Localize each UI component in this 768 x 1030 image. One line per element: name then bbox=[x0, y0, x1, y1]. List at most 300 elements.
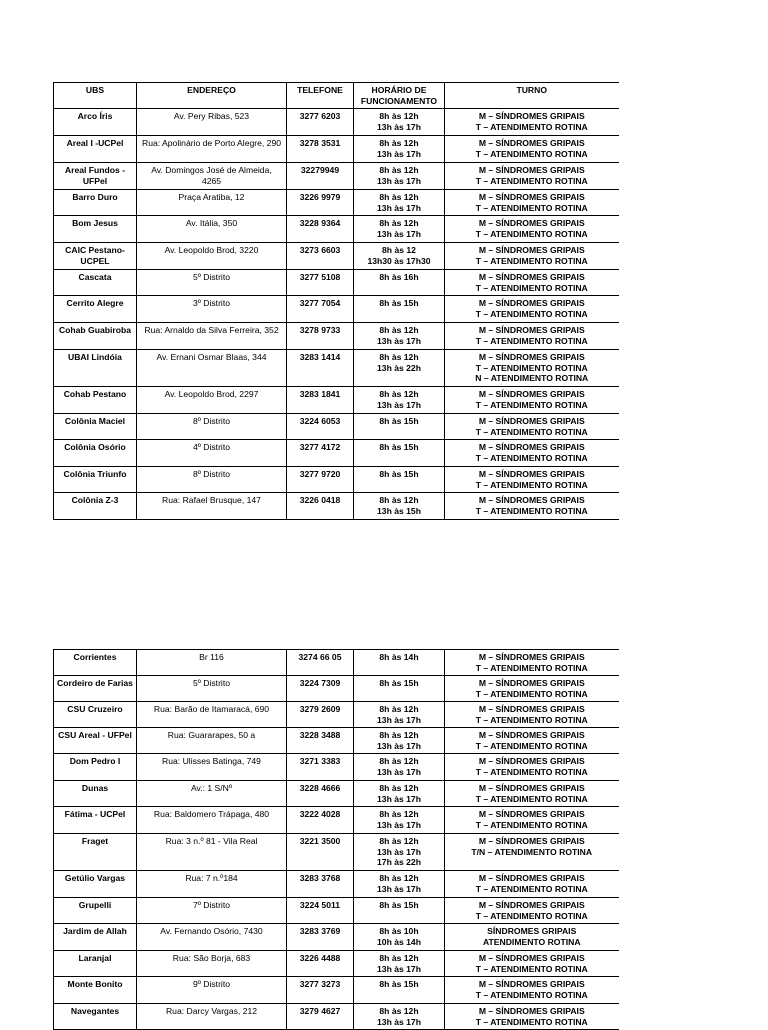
cell-horario-line: 13h às 17h bbox=[377, 819, 421, 830]
cell-turno-line: T – ATENDIMENTO ROTINA bbox=[475, 362, 588, 373]
cell-endereco bbox=[137, 493, 287, 520]
table-row bbox=[54, 754, 619, 781]
cell-turno bbox=[445, 650, 619, 676]
cell-horario bbox=[354, 323, 445, 350]
cell-horario-line: 8h às 12h bbox=[379, 836, 419, 846]
cell-ubs bbox=[54, 702, 137, 728]
cell-ubs bbox=[54, 467, 137, 493]
cell-ubs bbox=[54, 898, 137, 924]
table-row bbox=[54, 190, 619, 216]
cell-endereco bbox=[137, 190, 287, 216]
cell-turno-line: M – SÍNDROMES GRIPAIS bbox=[478, 192, 585, 202]
cell-turno bbox=[445, 702, 619, 728]
cell-endereco bbox=[137, 163, 287, 190]
cell-turno bbox=[445, 414, 619, 440]
cell-endereco bbox=[137, 781, 287, 807]
cell-endereco bbox=[137, 323, 287, 350]
table-row bbox=[54, 676, 619, 702]
cell-turno-line: M – SÍNDROMES GRIPAIS bbox=[478, 809, 585, 819]
cell-turno-line: M – SÍNDROMES GRIPAIS bbox=[478, 678, 585, 688]
cell-ubs-line: UBAI Lindóia bbox=[68, 352, 122, 362]
cell-ubs bbox=[54, 163, 137, 190]
table-row bbox=[54, 871, 619, 898]
cell-ubs bbox=[54, 807, 137, 834]
cell-endereco-line: Av. Itália, 350 bbox=[185, 218, 238, 228]
cell-horario-line: 8h às 15h bbox=[379, 979, 419, 989]
cell-endereco-line: Av. Pery Ribas, 523 bbox=[173, 111, 250, 121]
cell-ubs bbox=[54, 243, 137, 270]
cell-turno bbox=[445, 387, 619, 414]
cell-telefone: 3222 4028 bbox=[287, 807, 354, 834]
cell-turno-line: T – ATENDIMENTO ROTINA bbox=[475, 688, 588, 699]
cell-horario bbox=[354, 702, 445, 728]
cell-horario-line: 8h às 12h bbox=[379, 389, 419, 399]
cell-telefone: 3226 0418 bbox=[287, 493, 354, 520]
cell-horario-line: 8h às 12h bbox=[379, 1006, 419, 1016]
table-row bbox=[54, 924, 619, 951]
cell-telefone: 3283 3769 bbox=[287, 924, 354, 951]
cell-telefone: 3228 3488 bbox=[287, 728, 354, 754]
cell-ubs-line: Dunas bbox=[81, 783, 109, 793]
cell-horario-line: 13h às 15h bbox=[377, 505, 421, 516]
cell-endereco-line: Rua: Apolinário de Porto Alegre, 290 bbox=[141, 138, 282, 148]
ubs-table-1 bbox=[53, 82, 619, 520]
cell-endereco-line: 7º Distrito bbox=[192, 900, 231, 910]
cell-endereco bbox=[137, 243, 287, 270]
cell-ubs-line: Jardim de Allah bbox=[63, 926, 127, 936]
cell-turno-line: T – ATENDIMENTO ROTINA bbox=[475, 740, 588, 751]
table-row bbox=[54, 243, 619, 270]
cell-endereco-line: Rua: Barão de Itamaracá, 690 bbox=[153, 704, 270, 714]
cell-endereco bbox=[137, 676, 287, 702]
cell-horario-line: 13h30 às 17h30 bbox=[367, 255, 431, 266]
cell-turno-line: T – ATENDIMENTO ROTINA bbox=[475, 910, 588, 921]
cell-endereco-line: Av.: 1 S/Nº bbox=[190, 783, 233, 793]
cell-ubs bbox=[54, 781, 137, 807]
cell-endereco-line: Rua: Ulisses Batinga, 749 bbox=[162, 756, 261, 766]
cell-telefone: 3278 9733 bbox=[287, 323, 354, 350]
cell-horario bbox=[354, 109, 445, 136]
cell-endereco-line: 5º Distrito bbox=[192, 678, 231, 688]
cell-turno-line: M – SÍNDROMES GRIPAIS bbox=[478, 165, 585, 175]
cell-ubs-line: CSU Areal - UFPel bbox=[58, 730, 132, 740]
cell-ubs-line: UFPel bbox=[82, 175, 108, 186]
cell-turno bbox=[445, 109, 619, 136]
cell-turno-line: T – ATENDIMENTO ROTINA bbox=[475, 662, 588, 673]
cell-endereco-line: 9º Distrito bbox=[192, 979, 231, 989]
cell-telefone: 3273 6603 bbox=[287, 243, 354, 270]
cell-turno bbox=[445, 467, 619, 493]
cell-endereco-line: Br 116 bbox=[199, 652, 224, 662]
cell-endereco-line: 8º Distrito bbox=[192, 469, 231, 479]
cell-endereco-line: Av. Ernani Osmar Blaas, 344 bbox=[156, 352, 267, 362]
cell-telefone: 3226 4488 bbox=[287, 951, 354, 977]
cell-ubs bbox=[54, 109, 137, 136]
cell-telefone: 3224 7309 bbox=[287, 676, 354, 702]
cell-turno-line: T – ATENDIMENTO ROTINA bbox=[475, 766, 588, 777]
cell-horario-line: 13h às 17h bbox=[377, 121, 421, 132]
cell-turno-line: ATENDIMENTO ROTINA bbox=[482, 936, 581, 947]
cell-turno bbox=[445, 216, 619, 243]
cell-ubs-line: Cohab Pestano bbox=[63, 389, 127, 399]
cell-horario-line: 8h às 10h bbox=[379, 926, 419, 936]
cell-telefone: 3228 4666 bbox=[287, 781, 354, 807]
cell-endereco-line: Rua: São Borja, 683 bbox=[172, 953, 251, 963]
table-row bbox=[54, 387, 619, 414]
cell-ubs-line: Laranjal bbox=[78, 953, 112, 963]
table-row bbox=[54, 270, 619, 296]
cell-horario-line: 8h às 12h bbox=[379, 495, 419, 505]
cell-ubs-line: Colônia Triunfo bbox=[63, 469, 127, 479]
cell-turno bbox=[445, 781, 619, 807]
cell-horario-line: 8h às 12 bbox=[382, 245, 416, 255]
cell-telefone: 3226 9979 bbox=[287, 190, 354, 216]
cell-ubs-line: Colônia Osório bbox=[64, 442, 126, 452]
cell-turno bbox=[445, 807, 619, 834]
cell-turno-line: M – SÍNDROMES GRIPAIS bbox=[478, 442, 585, 452]
cell-horario-line: 8h às 12h bbox=[379, 111, 419, 121]
cell-turno-line: T – ATENDIMENTO ROTINA bbox=[475, 202, 588, 213]
cell-turno-line: T – ATENDIMENTO ROTINA bbox=[475, 1016, 588, 1027]
cell-ubs-line: Areal Fundos - bbox=[64, 165, 126, 175]
cell-ubs bbox=[54, 296, 137, 323]
cell-turno-line: M – SÍNDROMES GRIPAIS bbox=[478, 900, 585, 910]
cell-turno-line: T – ATENDIMENTO ROTINA bbox=[475, 335, 588, 346]
cell-horario-line: 8h às 15h bbox=[379, 900, 419, 910]
table-row bbox=[54, 323, 619, 350]
cell-turno bbox=[445, 136, 619, 163]
cell-ubs-line: Areal I -UCPel bbox=[66, 138, 124, 148]
table-row bbox=[54, 834, 619, 871]
cell-turno-line: M – SÍNDROMES GRIPAIS bbox=[478, 218, 585, 228]
cell-turno-line: M – SÍNDROMES GRIPAIS bbox=[478, 495, 585, 505]
cell-turno-line: M – SÍNDROMES GRIPAIS bbox=[478, 783, 585, 793]
cell-endereco bbox=[137, 924, 287, 951]
cell-ubs-line: Colônia Maciel bbox=[64, 416, 126, 426]
cell-endereco-line: Av. Leopoldo Brod, 2297 bbox=[164, 389, 259, 399]
cell-horario bbox=[354, 216, 445, 243]
cell-ubs bbox=[54, 650, 137, 676]
cell-ubs-line: Fraget bbox=[81, 836, 109, 846]
cell-telefone: 3283 1414 bbox=[287, 350, 354, 387]
cell-turno-line: T – ATENDIMENTO ROTINA bbox=[475, 479, 588, 490]
cell-endereco bbox=[137, 728, 287, 754]
cell-ubs bbox=[54, 323, 137, 350]
cell-turno-line: M – SÍNDROMES GRIPAIS bbox=[478, 245, 585, 255]
cell-ubs bbox=[54, 834, 137, 871]
cell-turno-line: T – ATENDIMENTO ROTINA bbox=[475, 883, 588, 894]
cell-endereco bbox=[137, 109, 287, 136]
table-row bbox=[54, 781, 619, 807]
cell-turno bbox=[445, 243, 619, 270]
cell-ubs-line: Monte Bonito bbox=[67, 979, 123, 989]
cell-ubs bbox=[54, 676, 137, 702]
table-row bbox=[54, 702, 619, 728]
cell-horario-line: 13h às 17h bbox=[377, 883, 421, 894]
cell-horario bbox=[354, 440, 445, 467]
cell-horario bbox=[354, 270, 445, 296]
cell-turno bbox=[445, 871, 619, 898]
cell-horario-line: 8h às 15h bbox=[379, 416, 419, 426]
cell-ubs-line: Corrientes bbox=[73, 652, 117, 662]
cell-ubs-line: Arco Íris bbox=[77, 111, 113, 121]
cell-telefone: 3277 6203 bbox=[287, 109, 354, 136]
cell-telefone: 32279949 bbox=[287, 163, 354, 190]
cell-horario-line: 13h às 17h bbox=[377, 202, 421, 213]
cell-ubs bbox=[54, 871, 137, 898]
cell-turno bbox=[445, 440, 619, 467]
cell-turno-line: T/N – ATENDIMENTO ROTINA bbox=[471, 846, 593, 857]
cell-endereco-line: Rua: Arnaldo da Silva Ferreira, 352 bbox=[144, 325, 279, 335]
cell-horario-line: 10h às 14h bbox=[377, 936, 421, 947]
cell-telefone: 3271 3383 bbox=[287, 754, 354, 781]
cell-endereco bbox=[137, 650, 287, 676]
cell-horario-line: 8h às 15h bbox=[379, 678, 419, 688]
cell-horario-line: 17h às 22h bbox=[377, 857, 421, 867]
cell-turno bbox=[445, 163, 619, 190]
cell-horario bbox=[354, 871, 445, 898]
cell-ubs bbox=[54, 1004, 137, 1030]
cell-ubs bbox=[54, 440, 137, 467]
cell-endereco bbox=[137, 350, 287, 387]
cell-endereco bbox=[137, 467, 287, 493]
cell-horario bbox=[354, 951, 445, 977]
cell-endereco-line: Praça Aratiba, 12 bbox=[178, 192, 245, 202]
cell-horario bbox=[354, 136, 445, 163]
cell-endereco-line: Av. Leopoldo Brod, 3220 bbox=[164, 245, 259, 255]
cell-ubs-line: Bom Jesus bbox=[72, 218, 118, 228]
cell-horario-line: 13h às 17h bbox=[377, 766, 421, 777]
cell-horario bbox=[354, 296, 445, 323]
table-row bbox=[54, 350, 619, 387]
cell-turno bbox=[445, 924, 619, 951]
cell-turno bbox=[445, 493, 619, 520]
cell-horario-line: 8h às 12h bbox=[379, 218, 419, 228]
cell-turno-line: M – SÍNDROMES GRIPAIS bbox=[478, 352, 585, 362]
cell-horario bbox=[354, 924, 445, 951]
cell-ubs-line: Colônia Z-3 bbox=[71, 495, 119, 505]
cell-ubs bbox=[54, 414, 137, 440]
cell-horario-line: 8h às 12h bbox=[379, 953, 419, 963]
cell-endereco-line: 8º Distrito bbox=[192, 416, 231, 426]
cell-turno-line: SÍNDROMES GRIPAIS bbox=[487, 926, 577, 936]
cell-ubs bbox=[54, 190, 137, 216]
cell-turno bbox=[445, 270, 619, 296]
table-row bbox=[54, 467, 619, 493]
cell-turno bbox=[445, 898, 619, 924]
cell-turno-line: M – SÍNDROMES GRIPAIS bbox=[478, 1006, 585, 1016]
cell-telefone: 3221 3500 bbox=[287, 834, 354, 871]
cell-endereco-line: Rua: Darcy Vargas, 212 bbox=[165, 1006, 258, 1016]
header-horario bbox=[354, 83, 445, 109]
cell-turno-line: N – ATENDIMENTO ROTINA bbox=[475, 373, 589, 383]
cell-horario-line: 8h às 12h bbox=[379, 165, 419, 175]
cell-horario-line: 8h às 15h bbox=[379, 469, 419, 479]
cell-ubs-line: CSU Cruzeiro bbox=[67, 704, 123, 714]
cell-turno bbox=[445, 1004, 619, 1030]
cell-endereco-line: Rua: 3 n.º 81 - Vila Real bbox=[165, 836, 258, 846]
cell-horario-line: 8h às 12h bbox=[379, 138, 419, 148]
table-row bbox=[54, 216, 619, 243]
cell-endereco bbox=[137, 440, 287, 467]
cell-turno bbox=[445, 834, 619, 871]
cell-telefone: 3224 5011 bbox=[287, 898, 354, 924]
table-1-body bbox=[54, 109, 619, 520]
cell-turno-line: T – ATENDIMENTO ROTINA bbox=[475, 255, 588, 266]
table-row bbox=[54, 136, 619, 163]
cell-ubs-line: Navegantes bbox=[70, 1006, 120, 1016]
cell-turno-line: T – ATENDIMENTO ROTINA bbox=[475, 963, 588, 974]
cell-turno-line: M – SÍNDROMES GRIPAIS bbox=[478, 111, 585, 121]
cell-horario-line: 8h às 14h bbox=[379, 652, 419, 662]
table-row bbox=[54, 414, 619, 440]
cell-horario bbox=[354, 387, 445, 414]
cell-horario-line: 13h às 17h bbox=[377, 228, 421, 239]
cell-ubs bbox=[54, 951, 137, 977]
cell-turno-line: T – ATENDIMENTO ROTINA bbox=[475, 148, 588, 159]
cell-endereco bbox=[137, 270, 287, 296]
cell-telefone: 3277 4172 bbox=[287, 440, 354, 467]
cell-turno-line: T – ATENDIMENTO ROTINA bbox=[475, 228, 588, 239]
cell-horario-line: 13h às 17h bbox=[377, 399, 421, 410]
cell-telefone: 3277 9720 bbox=[287, 467, 354, 493]
cell-horario-line: 8h às 12h bbox=[379, 873, 419, 883]
cell-telefone: 3283 3768 bbox=[287, 871, 354, 898]
cell-ubs bbox=[54, 754, 137, 781]
cell-ubs-line: Cordeiro de Farias bbox=[57, 678, 133, 688]
cell-turno-line: M – SÍNDROMES GRIPAIS bbox=[478, 416, 585, 426]
header-turno: TURNO bbox=[445, 83, 619, 109]
cell-turno-line: T – ATENDIMENTO ROTINA bbox=[475, 121, 588, 132]
table-row bbox=[54, 977, 619, 1004]
cell-turno-line: M – SÍNDROMES GRIPAIS bbox=[478, 469, 585, 479]
cell-endereco bbox=[137, 754, 287, 781]
cell-ubs-line: Dom Pedro I bbox=[69, 756, 121, 766]
cell-turno-line: M – SÍNDROMES GRIPAIS bbox=[478, 325, 585, 335]
cell-telefone: 3279 4627 bbox=[287, 1004, 354, 1030]
cell-ubs-line: Cerrito Alegre bbox=[66, 298, 124, 308]
cell-ubs bbox=[54, 924, 137, 951]
cell-horario bbox=[354, 243, 445, 270]
cell-horario bbox=[354, 781, 445, 807]
table-row bbox=[54, 1004, 619, 1030]
table-row bbox=[54, 807, 619, 834]
cell-horario bbox=[354, 190, 445, 216]
cell-turno-line: M – SÍNDROMES GRIPAIS bbox=[478, 298, 585, 308]
cell-telefone: 3277 3273 bbox=[287, 977, 354, 1004]
table-row bbox=[54, 440, 619, 467]
cell-horario-line: 13h às 17h bbox=[377, 175, 421, 186]
cell-endereco bbox=[137, 951, 287, 977]
cell-telefone: 3228 9364 bbox=[287, 216, 354, 243]
cell-horario-line: 13h às 17h bbox=[377, 793, 421, 804]
cell-ubs-line: Cascata bbox=[78, 272, 112, 282]
cell-endereco-line: Rua: 7 n.º184 bbox=[185, 873, 238, 883]
cell-ubs-line: Cohab Guabiroba bbox=[58, 325, 132, 335]
cell-ubs-line: Fátima - UCPel bbox=[64, 809, 126, 819]
cell-turno-line: M – SÍNDROMES GRIPAIS bbox=[478, 953, 585, 963]
cell-turno-line: T – ATENDIMENTO ROTINA bbox=[475, 282, 588, 293]
cell-turno bbox=[445, 350, 619, 387]
cell-endereco-line: Av. Domingos José de Almeida, bbox=[151, 165, 272, 175]
cell-turno-line: M – SÍNDROMES GRIPAIS bbox=[478, 389, 585, 399]
cell-turno-line: T – ATENDIMENTO ROTINA bbox=[475, 819, 588, 830]
cell-ubs-line: Grupelli bbox=[78, 900, 112, 910]
cell-horario-line: 8h às 12h bbox=[379, 783, 419, 793]
table-row bbox=[54, 951, 619, 977]
cell-horario-line: 13h às 17h bbox=[377, 714, 421, 725]
cell-endereco bbox=[137, 977, 287, 1004]
cell-ubs bbox=[54, 136, 137, 163]
cell-horario-line: 8h às 16h bbox=[379, 272, 419, 282]
cell-endereco-line: Rua: Guararapes, 50 a bbox=[167, 730, 256, 740]
table-row bbox=[54, 898, 619, 924]
cell-horario-line: 8h às 12h bbox=[379, 352, 419, 362]
cell-horario bbox=[354, 1004, 445, 1030]
cell-turno bbox=[445, 190, 619, 216]
cell-turno bbox=[445, 323, 619, 350]
cell-horario bbox=[354, 676, 445, 702]
header-horario-line: HORÁRIO DE bbox=[371, 85, 427, 95]
cell-turno bbox=[445, 728, 619, 754]
cell-telefone: 3277 7054 bbox=[287, 296, 354, 323]
cell-horario-line: 8h às 12h bbox=[379, 192, 419, 202]
cell-horario bbox=[354, 650, 445, 676]
cell-horario-line: 8h às 12h bbox=[379, 704, 419, 714]
cell-horario-line: 8h às 15h bbox=[379, 298, 419, 308]
cell-telefone: 3283 1841 bbox=[287, 387, 354, 414]
cell-endereco-line: 4265 bbox=[201, 175, 222, 186]
cell-endereco bbox=[137, 1004, 287, 1030]
cell-ubs bbox=[54, 216, 137, 243]
cell-horario-line: 13h às 22h bbox=[377, 362, 421, 373]
cell-turno-line: T – ATENDIMENTO ROTINA bbox=[475, 505, 588, 516]
cell-endereco bbox=[137, 296, 287, 323]
table-row bbox=[54, 109, 619, 136]
cell-endereco bbox=[137, 834, 287, 871]
cell-horario bbox=[354, 350, 445, 387]
cell-endereco bbox=[137, 702, 287, 728]
cell-horario-line: 13h às 17h bbox=[377, 846, 421, 857]
table-row bbox=[54, 650, 619, 676]
cell-horario bbox=[354, 898, 445, 924]
cell-ubs-line: CAIC Pestano- bbox=[65, 245, 125, 255]
cell-horario-line: 13h às 17h bbox=[377, 740, 421, 751]
cell-horario-line: 13h às 17h bbox=[377, 335, 421, 346]
header-horario-line: FUNCIONAMENTO bbox=[360, 95, 438, 106]
cell-ubs-line: Barro Duro bbox=[72, 192, 118, 202]
cell-turno-line: T – ATENDIMENTO ROTINA bbox=[475, 175, 588, 186]
cell-endereco bbox=[137, 807, 287, 834]
cell-turno-line: M – SÍNDROMES GRIPAIS bbox=[478, 756, 585, 766]
cell-telefone: 3278 3531 bbox=[287, 136, 354, 163]
cell-telefone: 3274 66 05 bbox=[287, 650, 354, 676]
cell-ubs-line: UCPEL bbox=[80, 255, 110, 266]
cell-endereco-line: 3º Distrito bbox=[192, 298, 231, 308]
cell-horario-line: 13h às 17h bbox=[377, 1016, 421, 1027]
cell-horario bbox=[354, 754, 445, 781]
cell-turno-line: M – SÍNDROMES GRIPAIS bbox=[478, 704, 585, 714]
cell-telefone: 3224 6053 bbox=[287, 414, 354, 440]
cell-turno-line: M – SÍNDROMES GRIPAIS bbox=[478, 272, 585, 282]
cell-horario-line: 8h às 12h bbox=[379, 809, 419, 819]
cell-ubs bbox=[54, 977, 137, 1004]
cell-telefone: 3277 5108 bbox=[287, 270, 354, 296]
table-row bbox=[54, 296, 619, 323]
cell-ubs bbox=[54, 350, 137, 387]
cell-telefone: 3279 2609 bbox=[287, 702, 354, 728]
header-telefone: TELEFONE bbox=[287, 83, 354, 109]
